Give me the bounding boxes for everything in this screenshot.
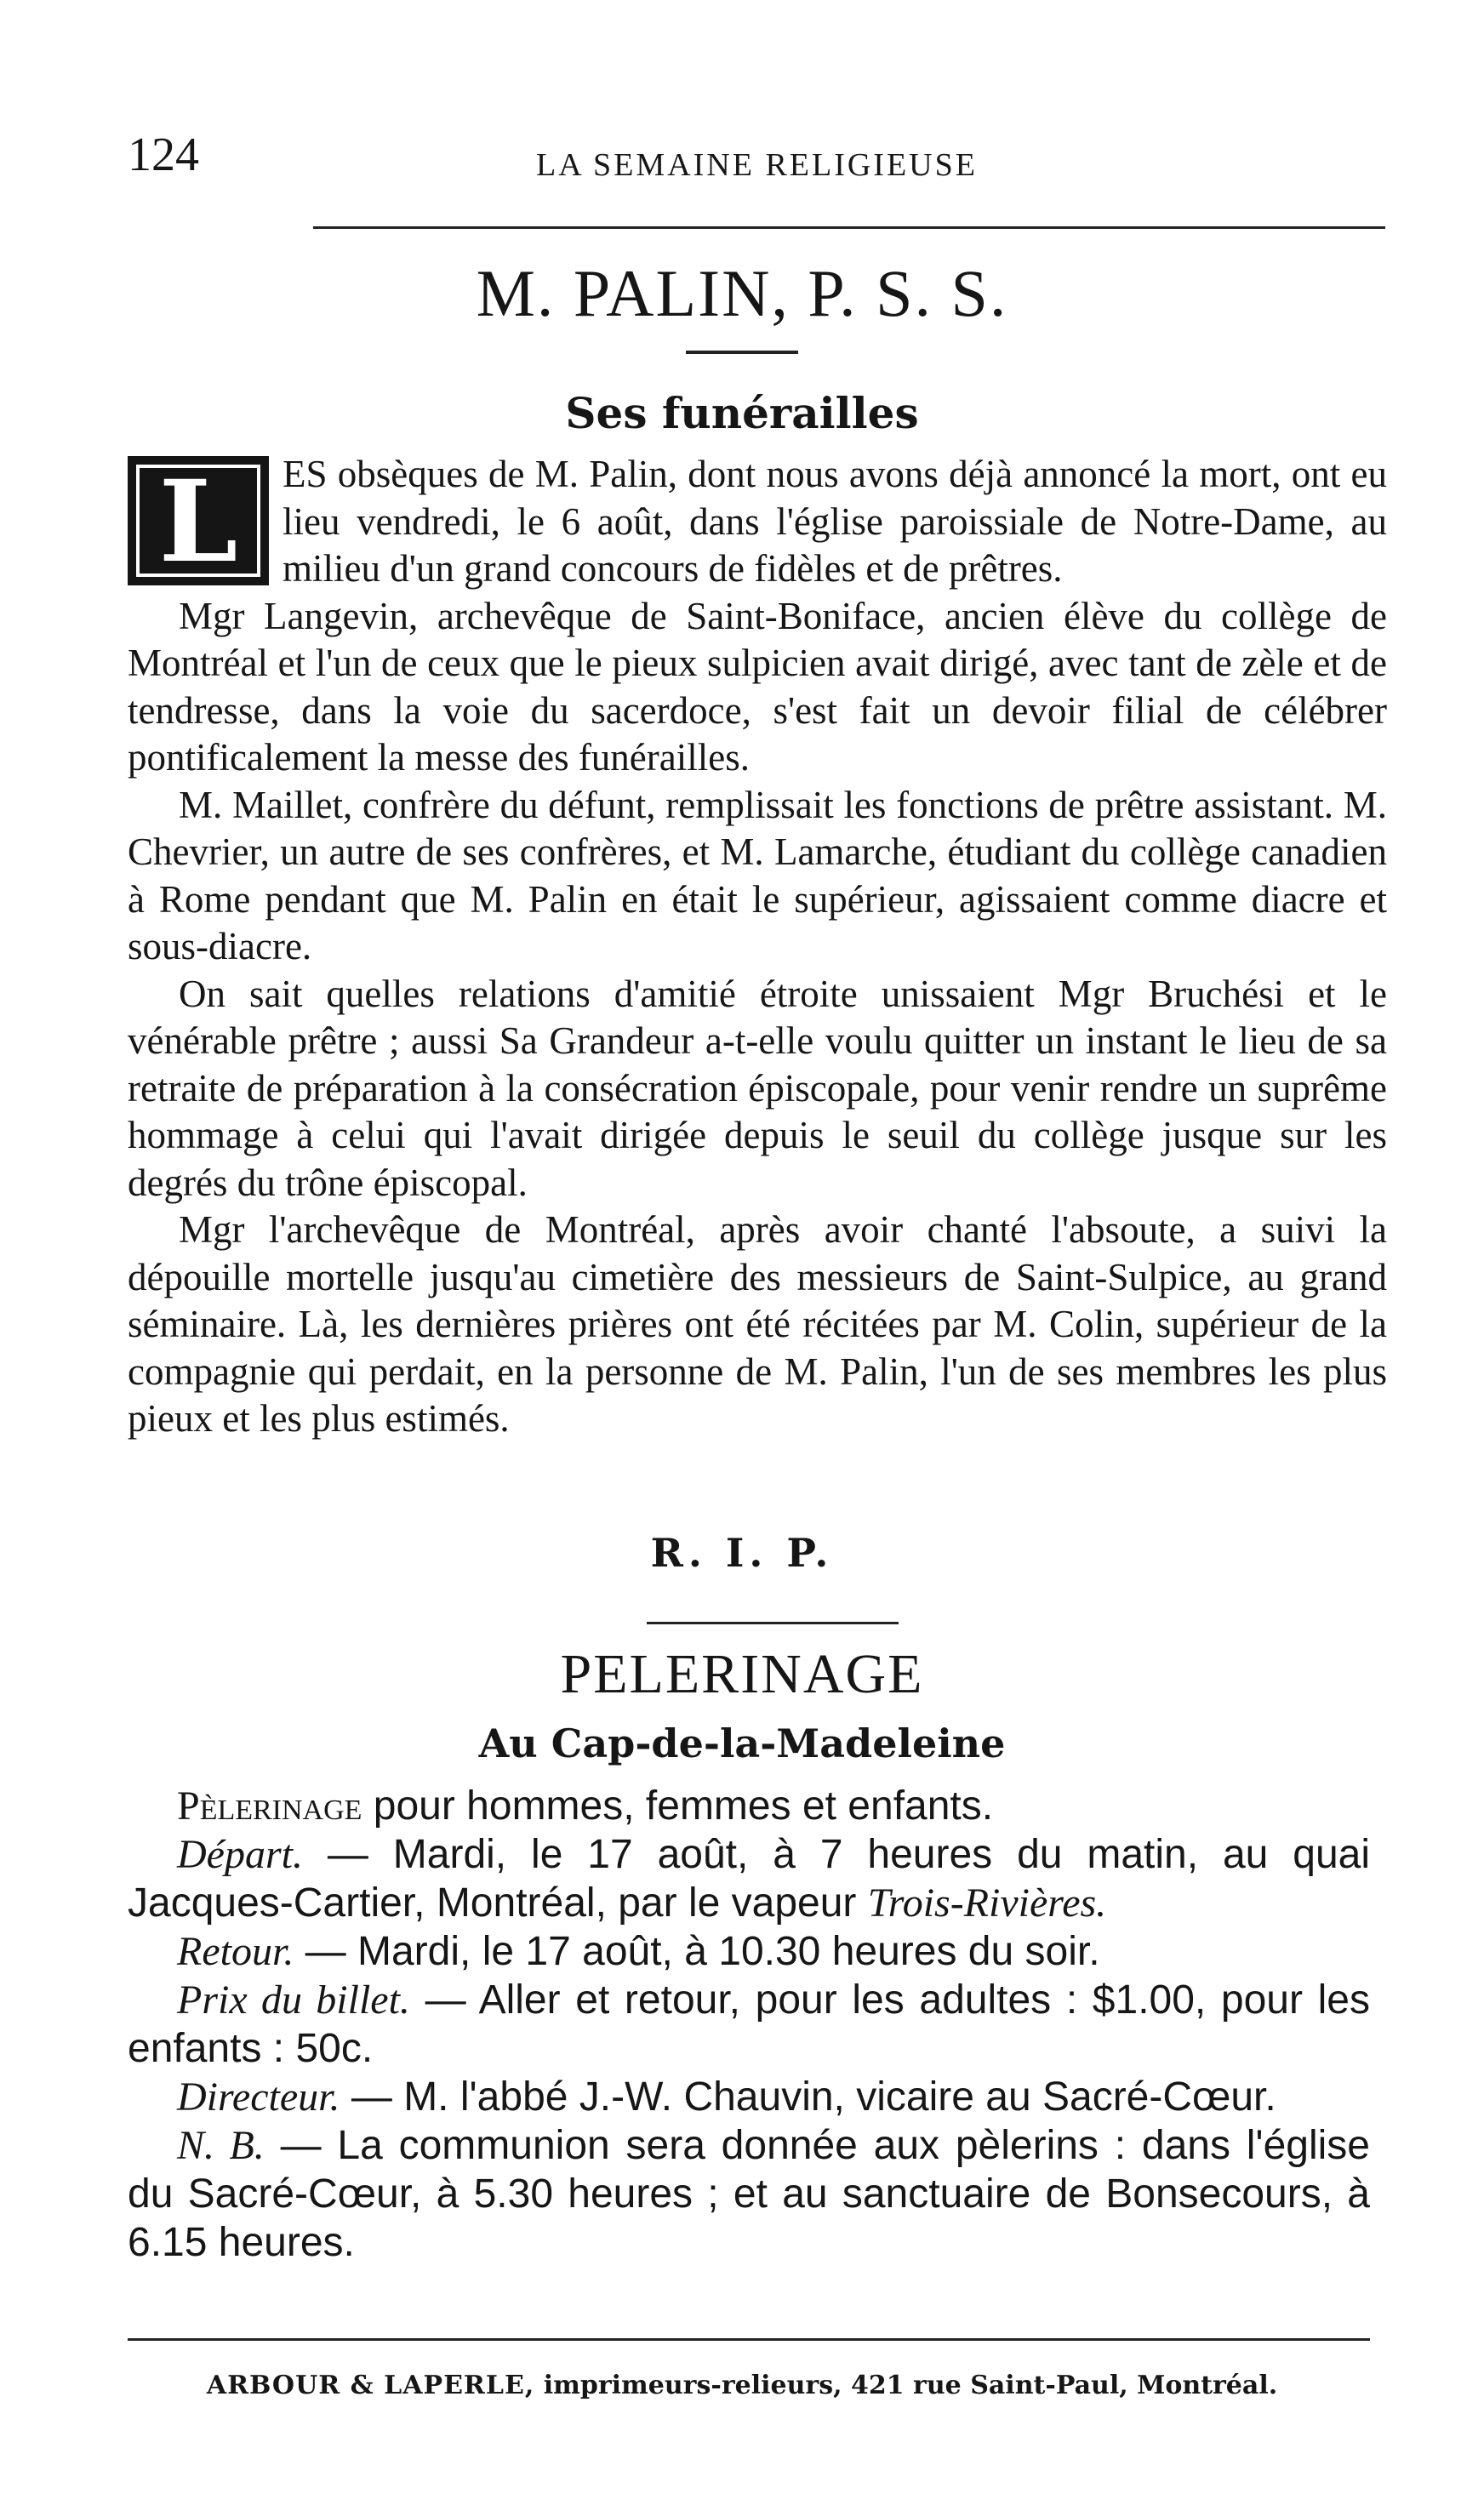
notice-subtitle: Au Cap-de-la-Madeleine (478, 1720, 1006, 1766)
section-divider (647, 1622, 899, 1624)
first-paragraph-text: ES obsèques de M. Palin, dont nous avons déjà annoncé la mort, ont eu lieu vendredi, le 6 août, dans l'église paroissiale de Notre-Dame, au milieu d'un grand concours de fidèles et de prêtres. (283, 453, 1387, 590)
nb-label: N. B. (177, 2123, 265, 2168)
vessel-name: Trois-Rivières. (867, 1880, 1107, 1926)
notice-nb (128, 2121, 1370, 2267)
prix-text: — Aller et retour, pour les adultes : $1.00, pour les enfants : 50c. (128, 1977, 1370, 2071)
notice-prix (128, 1976, 1370, 2073)
journal-title: LA SEMAINE RELIGIEUSE (536, 147, 978, 183)
notice-directeur (128, 2073, 1370, 2121)
ornamental-dropcap (128, 456, 269, 588)
notice-retour (128, 1927, 1370, 1976)
notice-intro (128, 1782, 1370, 1830)
article-paragraph (128, 451, 1387, 593)
article-paragraph: Mgr Langevin, archevêque de Saint-Boniface, ancien élève du collège de Montréal et l'un de ceux que le pieux sulpicien avait dirigé, avec tant de zèle et de tendresse, dans la voie du sacerdoce, s'est fait un devoir filial de célébrer pontificalement la messe des funérailles. (128, 594, 1387, 779)
notice-title: PELERINAGE (560, 1643, 924, 1705)
directeur-text: — M. l'abbé J.-W. Chauvin, vicaire au Sacré-Cœur. (340, 2074, 1276, 2120)
rip-closing: R. I. P. (650, 1530, 834, 1576)
page-number: 124 (128, 128, 199, 181)
directeur-label: Directeur. (177, 2074, 340, 2120)
article-paragraph: On sait quelles relations d'amitié étroite unissaient Mgr Bruchési et le vénérable prêtre ; aussi Sa Grandeur a-t-elle voulu quitter un instant le lieu de sa retraite de préparation à la consécration épiscopale, pour venir rendre un suprême hommage à celui qui l'avait dirigée depuis le seuil du collège jusque sur les degrés du trône épiscopal. (128, 972, 1387, 1204)
retour-text: — Mardi, le 17 août, à 10.30 heures du soir. (294, 1929, 1100, 1974)
dropcap-letter: L (158, 456, 238, 588)
depart-text: — Mardi, le 17 août, à 7 heures du matin, au quai Jacques-Cartier, Montréal, par le vapeur (128, 1832, 1370, 1926)
prix-label: Prix du billet. (177, 1977, 410, 2023)
nb-text: — La communion sera donnée aux pèlerins : dans l'église du Sacré-Cœur, à 5.30 heures ; et au sanctuaire de Bonsecours, à 6.15 heures. (128, 2123, 1370, 2265)
printer-imprint (0, 2371, 1484, 2400)
printer-firm: ARBOUR & LAPERLE, (206, 2371, 535, 2400)
printer-address: imprimeurs-relieurs, 421 rue Saint-Paul, Montréal. (534, 2371, 1278, 2400)
running-head (128, 128, 1387, 196)
footer-rule (128, 2338, 1370, 2341)
intro-text: pour hommes, femmes et enfants. (362, 1783, 994, 1829)
retour-label: Retour. (177, 1929, 294, 1974)
article-paragraph: Mgr l'archevêque de Montréal, après avoir chanté l'absoute, a suivi la dépouille mortelle jusqu'au cimetière des messieurs de Saint-Sulpice, au grand séminaire. Là, les dernières prières ont été récitées par M. Colin, supérieur de la compagnie qui perdait, en la personne de M. Palin, l'un de ses membres les plus pieux et les plus estimés. (128, 1208, 1387, 1440)
article-body (128, 451, 1387, 1443)
article-title: M. PALIN, P. S. S. (476, 256, 1008, 330)
article-paragraph: M. Maillet, confrère du défunt, remplissait les fonctions de prêtre assistant. M. Chevrier, un autre de ses confrères, et M. Lamarche, étudiant du collège canadien à Rome pendant que M. Palin en était le supérieur, agissaient comme diacre et sous-diacre. (128, 783, 1387, 967)
header-rule (313, 226, 1385, 229)
notice-depart (128, 1830, 1370, 1927)
article-subtitle: Ses funérailles (565, 388, 919, 438)
title-rule (686, 351, 798, 354)
depart-label: Départ. (177, 1832, 303, 1877)
notice-body (128, 1782, 1370, 2267)
intro-smallcaps: Pèlerinage (177, 1783, 362, 1829)
